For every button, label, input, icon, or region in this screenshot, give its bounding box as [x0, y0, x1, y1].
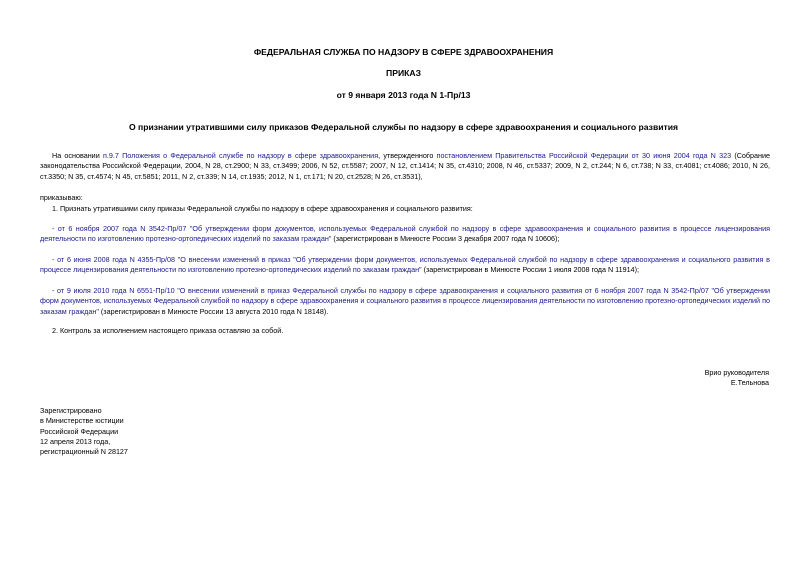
registration-line-5: регистрационный N 28127 — [40, 447, 128, 457]
doc-type-heading: ПРИКАЗ — [386, 68, 421, 78]
sub-item-3 — [40, 286, 770, 317]
registration-line-1: Зарегистрировано — [40, 406, 102, 415]
basis-suffix: (Собрание законодательства Российской Федерации, 2004, N 28, ст.2900; N 33, ст.3499; 2006, N 52, ст.5587; 2007, N 12, ст.1414; N 35, ст.4310; 2008, N 46, ст.5337; 2009, N 2, ст.244; N 6, ст.738; N 33, ст.4081; ст.4086; 2010, N 26, ст.3350; N 35, ст.4574; N 45, ст.5851; 2011, N 2, ст.339; N 14, ст.1935; 2012, N 1, ст.171; N 20, ст.2528; N 26, ст.3531), — [40, 151, 771, 181]
sub-item-2-tail: (зарегистрирован в Минюсте России 1 июля 2008 года N 11914); — [421, 265, 640, 275]
sub-item-2 — [40, 255, 770, 276]
sub-item-3-tail: (зарегистрирован в Минюсте России 13 августа 2010 года N 18148). — [98, 306, 329, 316]
order-word: приказываю: — [40, 193, 83, 202]
registration-line-2: в Министерстве юстиции — [40, 416, 124, 426]
sub-item-1 — [40, 224, 770, 245]
registration-line-4: 12 апреля 2013 года, — [40, 436, 111, 446]
regulation-link[interactable]: п.9.7 Положения о Федеральной службе по надзору в сфере здравоохранения — [102, 151, 379, 160]
date-number-heading: от 9 января 2013 года N 1-Пр/13 — [336, 90, 471, 100]
signer-position: Врио руководителя — [704, 368, 769, 377]
document-title: О признании утратившими силу приказов Федеральной службы по надзору в сфере здравоохранения и социального развития — [128, 122, 679, 132]
resolution-link[interactable]: постановлением Правительства Российской Федерации от 30 июня 2004 года N 323 — [436, 151, 732, 160]
order-2007-link[interactable]: - от 6 ноября 2007 года N 3542-Пр/07 "Об утверждении форм документов, используемых Федеральной службой по надзору в сфере здравоохранения и социального развития в процессе лицензирования деятельности по изготовлению протезно-ортопедических изделий по заказам граждан" — [40, 224, 770, 244]
basis-prefix: На основании — [52, 151, 103, 160]
order-2010-link[interactable]: - от 9 июля 2010 года N 6551-Пр/10 "О внесении изменений в приказ Федеральной службы по надзору в сфере здравоохранения и социального развития от 6 ноября 2007 года N 3542-Пр/07 "Об утверждении форм документов, используемых Федеральной службой по надзору в сфере здравоохранения и социального развития в процессе лицензирования деятельности по изготовлению протезно-ортопедических изделий по заказам граждан" — [40, 286, 770, 316]
item-1: 1. Признать утратившими силу приказы Федеральной службы по надзору в сфере здравоохранения и социального развития: — [52, 204, 473, 213]
registration-line-3: Российской Федерации — [40, 426, 119, 436]
registration-block — [40, 406, 128, 457]
basis-mid: , утвержденного — [378, 151, 437, 160]
signer-name: Е.Тельнова — [730, 378, 769, 388]
basis-paragraph — [40, 151, 770, 182]
order-2008-link[interactable]: - от 6 июня 2008 года N 4355-Пр/08 "О внесении изменений в приказ "Об утверждении форм документов, используемых Федеральной службой по надзору в сфере здравоохранения и социального развития в процессе лицензирования деятельности по изготовлению протезно-ортопедических изделий по заказам граждан" — [40, 255, 770, 275]
agency-heading: ФЕДЕРАЛЬНАЯ СЛУЖБА ПО НАДЗОРУ В СФЕРЕ ЗДРАВООХРАНЕНИЯ — [253, 47, 554, 57]
signature-block — [705, 368, 769, 389]
sub-item-1-tail: (зарегистрирован в Минюсте России 3 декабря 2007 года N 10606); — [331, 234, 560, 244]
item-2: 2. Контроль за исполнением настоящего приказа оставляю за собой. — [52, 326, 284, 335]
